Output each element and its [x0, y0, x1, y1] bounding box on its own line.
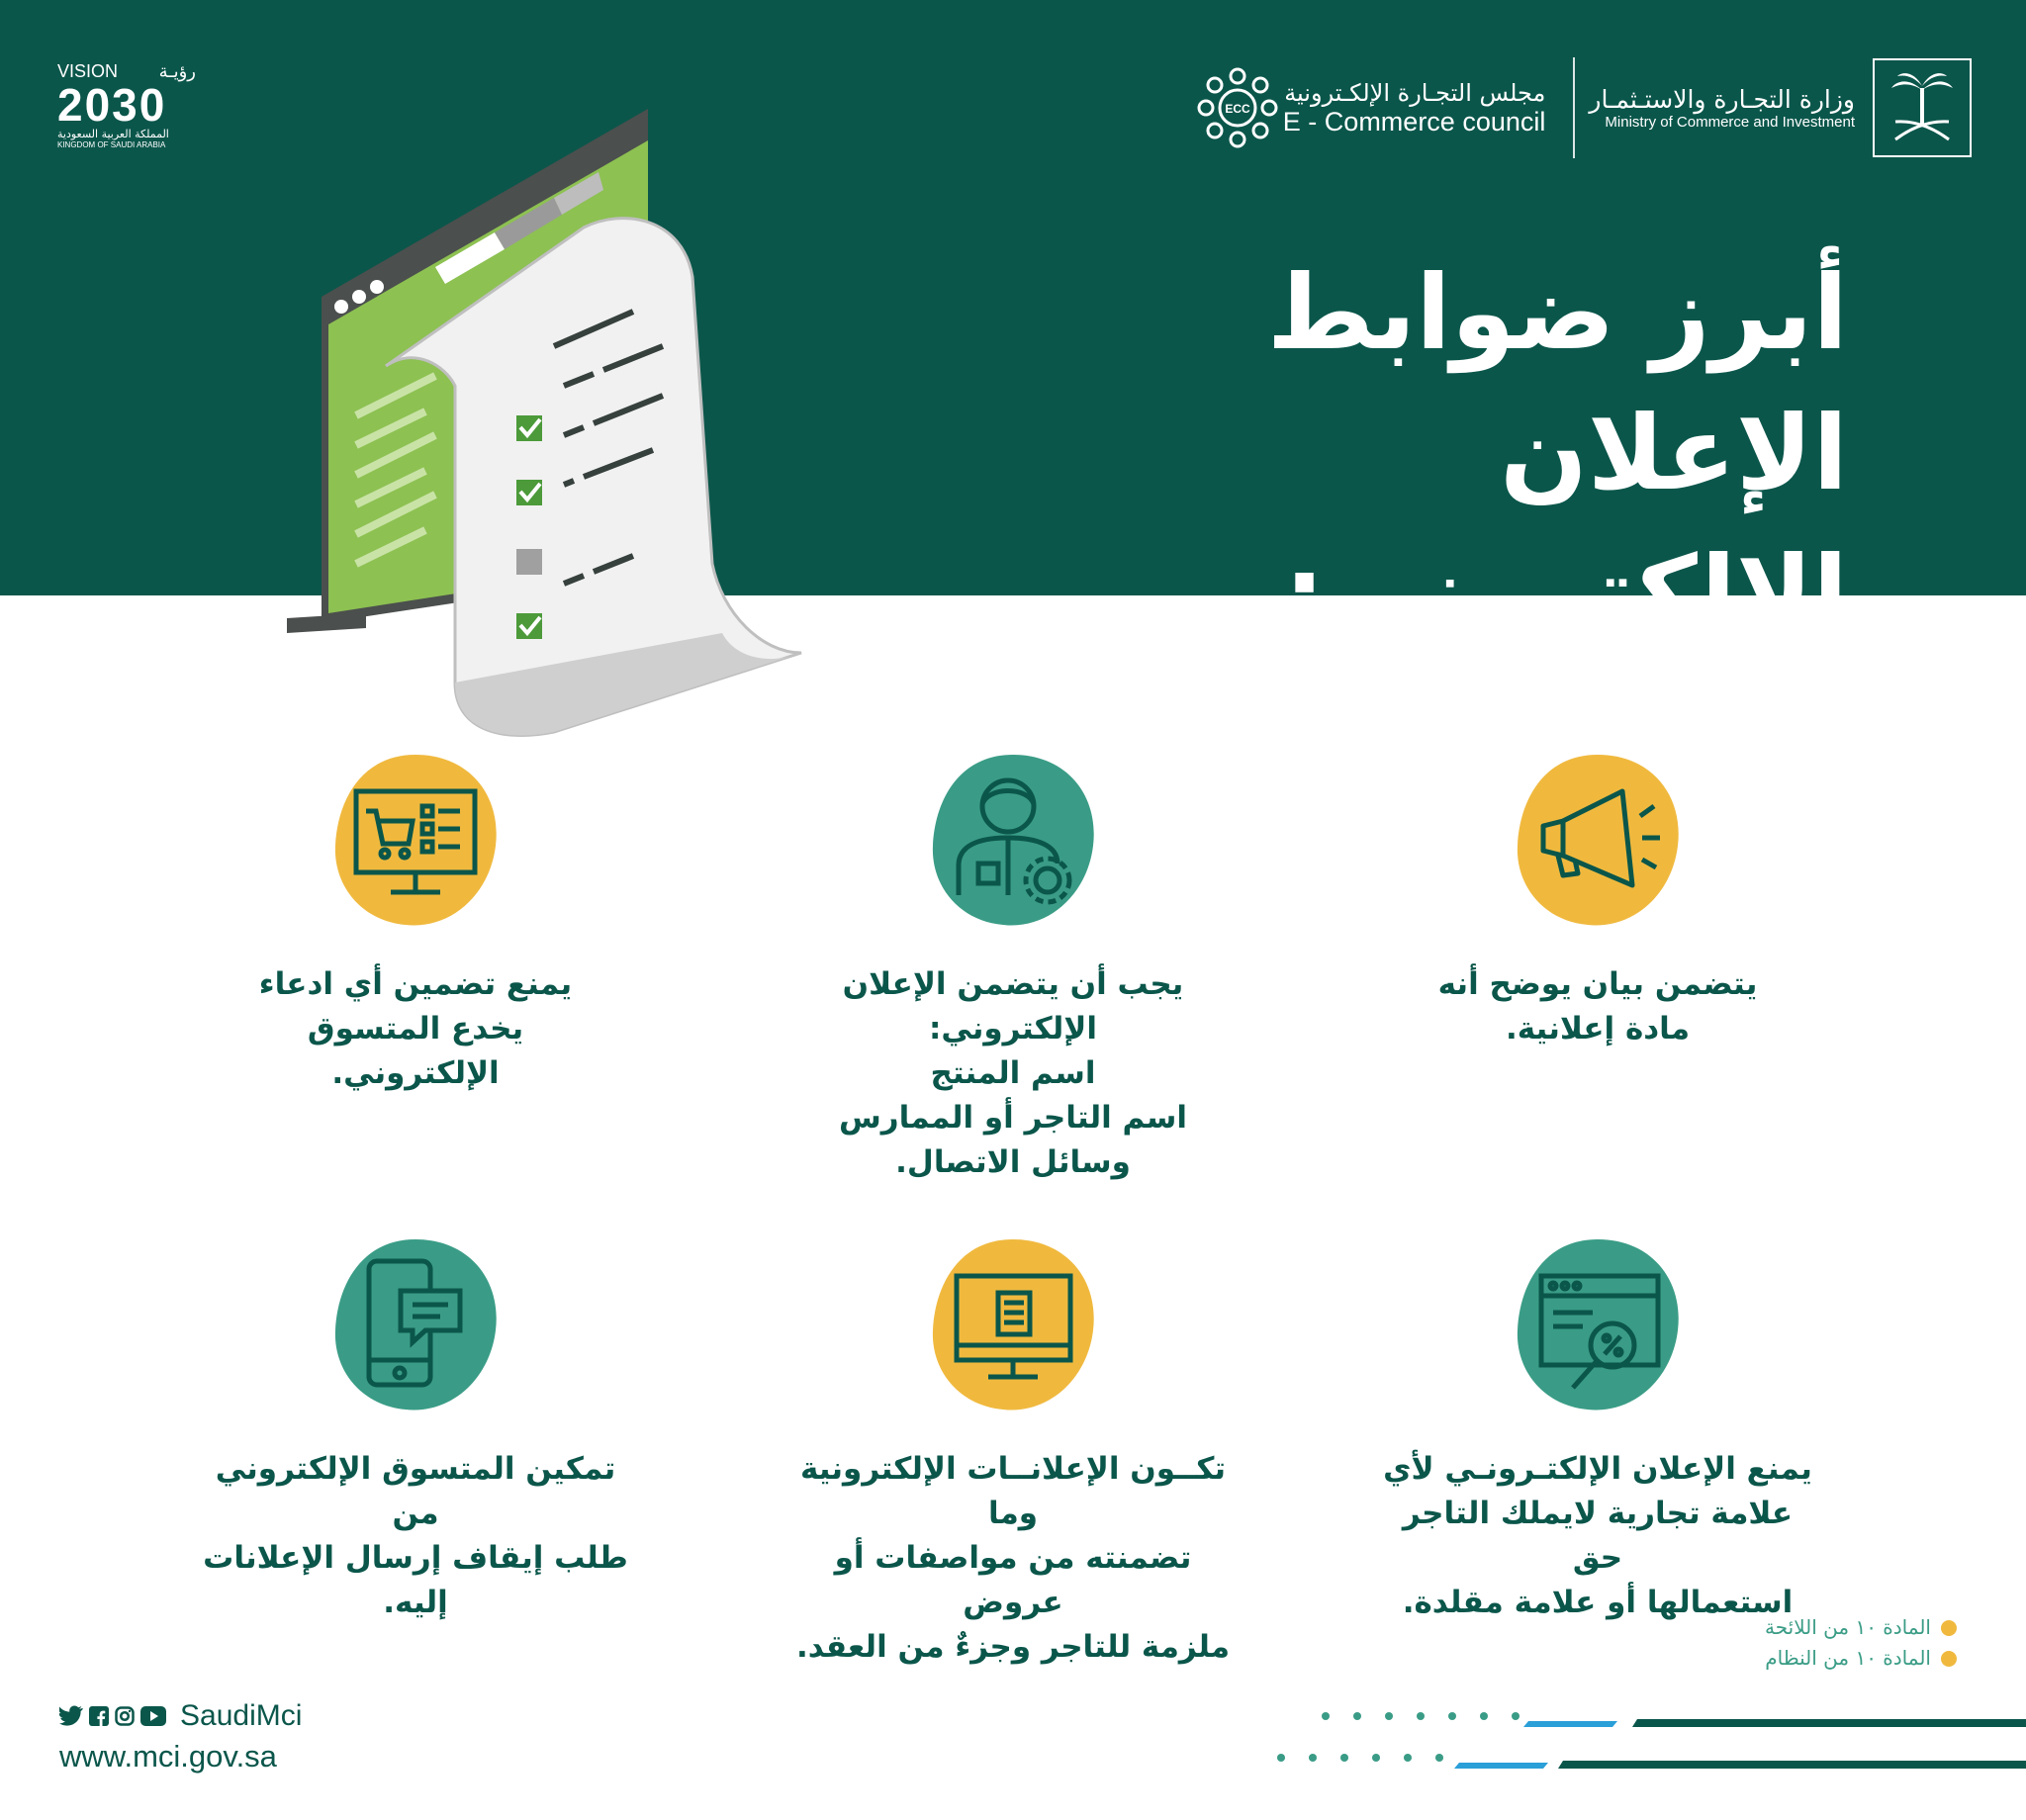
logo-divider — [1573, 57, 1575, 158]
rule-card-4-text: يمنع الإعلان الإلكتـرونـي لأي علامة تجارية لايملك التاجر حق استعمالها أو علامة مقلدة. — [1383, 1451, 1812, 1620]
rule-card-5-text: تكــون الإعلانــات الإلكترونية وما تضمنته من مواصفات أو عروض ملزمة للتاجر وجزءٌ من العقد. — [795, 1451, 1231, 1665]
decorative-lines — [1266, 1701, 2026, 1820]
monitor-cart-checklist-icon — [322, 747, 509, 935]
vision-2030-logo — [57, 61, 196, 149]
vision-country-en: KINGDOM OF SAUDI ARABIA — [57, 140, 166, 149]
vision-label-ar: رؤيـة — [158, 61, 196, 81]
reference-item — [1765, 1643, 1957, 1674]
ecc-name-ar: مجلس التجـارة الإلكـترونية — [1284, 78, 1546, 107]
ministry-name-en: Ministry of Commerce and Investment — [1605, 114, 1855, 131]
browser-discount-search-icon — [1504, 1231, 1692, 1419]
social-bar — [59, 1699, 302, 1733]
title-line-1: أبرز ضوابط الإعلان — [1266, 252, 1848, 513]
rule-card-1 — [1380, 747, 1815, 1051]
website-link[interactable]: www.mci.gov.sa — [59, 1739, 277, 1774]
reference-item — [1765, 1612, 1957, 1643]
ecc-logo-text: ECC — [1225, 102, 1250, 116]
facebook-icon[interactable] — [89, 1706, 109, 1726]
instagram-icon[interactable] — [115, 1706, 135, 1726]
phone-chat-icon — [322, 1231, 509, 1419]
reference-text-1: المادة ١٠ من اللائحة — [1765, 1615, 1931, 1639]
rule-card-6-text: تمكين المتسوق الإلكتروني من طلب إيقاف إرسال الإعلانات إليه. — [203, 1451, 628, 1620]
rule-card-3-text: يمنع تضمين أي ادعاء يخدع المتسوق الإلكتروني. — [258, 966, 573, 1091]
ecc-logo-icon — [1192, 62, 1283, 153]
logos-header — [1192, 57, 1972, 158]
vision-year: 2030 — [57, 79, 167, 131]
rule-card-3 — [198, 747, 633, 1096]
youtube-icon[interactable] — [140, 1706, 166, 1726]
vision-country-ar: المملكة العربية السعودية — [57, 128, 169, 140]
megaphone-icon — [1504, 747, 1692, 935]
checklist-browser-illustration — [267, 99, 821, 752]
rule-card-5 — [795, 1231, 1231, 1670]
bullet-dot-icon — [1941, 1651, 1957, 1667]
merchant-gear-icon — [919, 747, 1107, 935]
page-title — [958, 242, 1848, 664]
rule-card-1-text: يتضمن بيان يوضح أنه مادة إعلانية. — [1437, 966, 1758, 1046]
social-handle[interactable]: SaudiMci — [180, 1699, 303, 1732]
rule-card-4 — [1380, 1231, 1815, 1625]
reference-text-2: المادة ١٠ من النظام — [1765, 1646, 1931, 1670]
bullet-dot-icon — [1941, 1620, 1957, 1636]
vision-label-en: VISION — [57, 61, 119, 81]
rule-card-2-text: يجب أن يتضمن الإعلان الإلكتروني: اسم المنتج اسم التاجر أو الممارس وسائل الاتصال. — [839, 966, 1187, 1180]
title-line-2: الإلكتروني: — [1283, 533, 1848, 654]
references-list — [1765, 1612, 1957, 1674]
palm-swords-emblem-icon — [1873, 58, 1972, 157]
twitter-icon[interactable] — [59, 1705, 83, 1727]
rule-card-2 — [795, 747, 1231, 1185]
ecc-name-en: E - Commerce council — [1282, 106, 1546, 136]
ministry-name-ar: وزارة التجـارة والاستـثمـار — [1589, 85, 1855, 114]
monitor-document-icon — [919, 1231, 1107, 1419]
rule-card-6 — [198, 1231, 633, 1625]
